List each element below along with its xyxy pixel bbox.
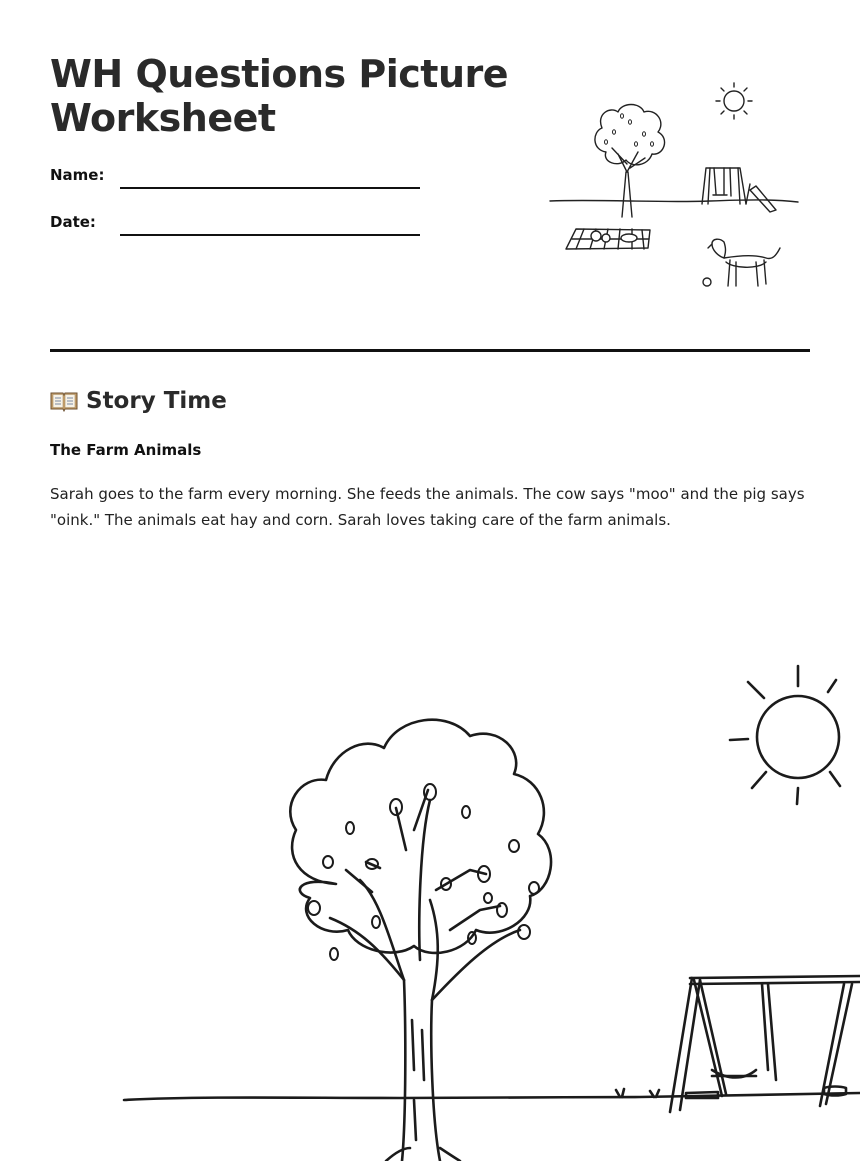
swing-set-icon: [670, 976, 860, 1112]
date-label: Date:: [50, 213, 96, 231]
date-field[interactable]: [120, 234, 420, 236]
grass-icon: [124, 1089, 860, 1100]
swing-set-icon: [702, 168, 746, 204]
open-book-icon: [50, 390, 78, 412]
story-text: Sarah goes to the farm every morning. She feeds the animals. The cow says "moo" and the pig says "oink." The animals eat hay and corn. Sarah loves taking care of the farm animals.: [50, 485, 805, 529]
name-field[interactable]: [120, 187, 420, 189]
picnic-blanket-icon: [566, 229, 650, 249]
slide-icon: [746, 184, 776, 212]
sun-icon: [716, 83, 752, 119]
section-heading: [50, 388, 227, 414]
main-park-illustration: [0, 600, 860, 1161]
tree-icon: [290, 720, 551, 1161]
name-label: Name:: [50, 166, 105, 184]
worksheet-title: [50, 52, 520, 140]
story-title: The Farm Animals: [50, 441, 202, 459]
section-divider: [50, 349, 810, 352]
header-park-illustration: [540, 72, 810, 302]
ball-icon: [703, 278, 711, 286]
section-heading-label: Story Time: [86, 388, 227, 414]
title-line-2: Worksheet: [50, 96, 276, 140]
dog-icon: [708, 239, 780, 286]
sun-icon: [730, 666, 840, 804]
title-line-1: WH Questions Picture: [50, 52, 509, 96]
